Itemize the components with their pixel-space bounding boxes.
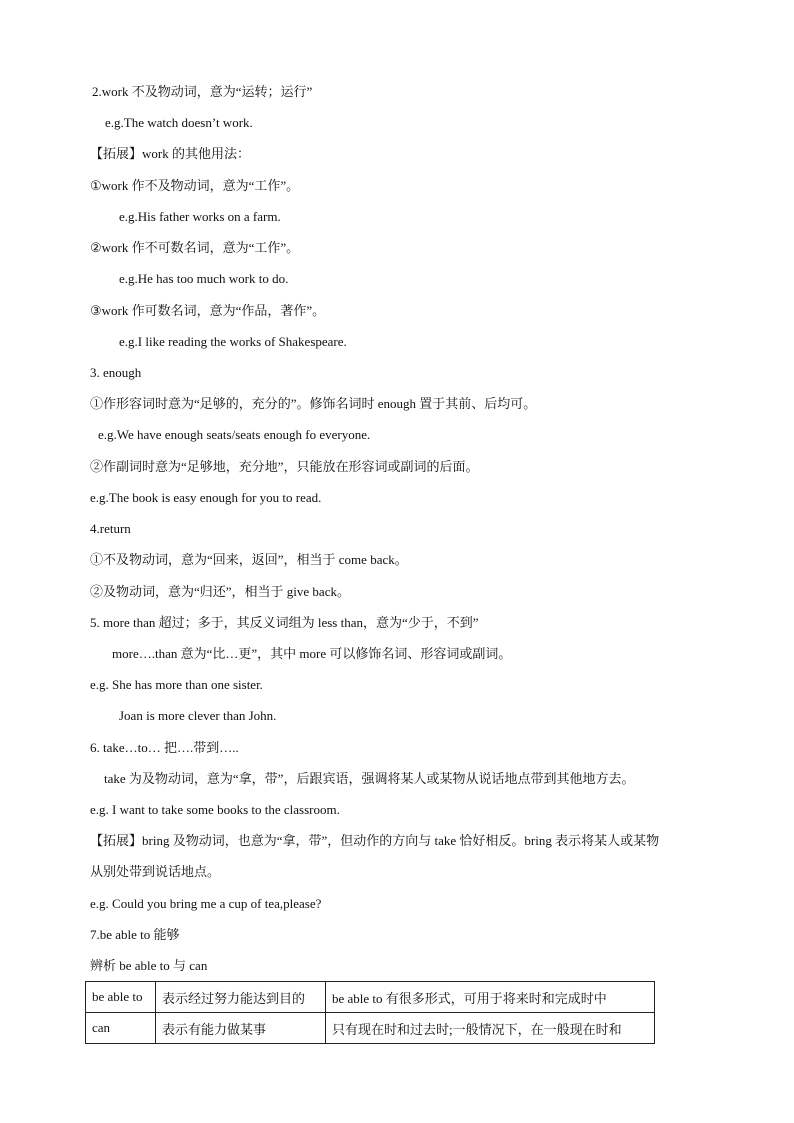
usage-item: more….than 意为“比…更”，其中 more 可以修饰名词、形容词或副词。 xyxy=(112,646,512,661)
usage-item: ①work 作不及物动词，意为“工作”。 xyxy=(90,178,300,193)
heading-enough: 3. enough xyxy=(90,365,142,380)
example-text: e.g.His father works on a farm. xyxy=(119,209,281,224)
example-text: e.g.He has too much work to do. xyxy=(119,271,289,286)
usage-item: ②作副词时意为“足够地，充分地”，只能放在形容词或副词的后面。 xyxy=(90,459,479,474)
table-cell: 表示经过努力能达到目的 xyxy=(156,982,326,1013)
usage-item: ①不及物动词，意为“回来，返回”，相当于 come back。 xyxy=(90,552,408,567)
heading-take-to: 6. take…to… 把….带到….. xyxy=(90,740,239,755)
usage-item: ③work 作可数名词，意为“作品，著作”。 xyxy=(90,303,326,318)
comparison-heading: 辨析 be able to 与 can xyxy=(90,958,208,973)
table-row xyxy=(86,1013,655,1044)
table-cell: 表示有能力做某事 xyxy=(156,1013,326,1044)
usage-item: ②work 作不可数名词，意为“工作”。 xyxy=(90,240,300,255)
example-text: e.g.The book is easy enough for you to read. xyxy=(90,490,322,505)
extension-bring-cont: 从别处带到说话地点。 xyxy=(90,864,221,879)
heading-return: 4.return xyxy=(90,521,131,536)
example-text: e.g. I want to take some books to the classroom. xyxy=(90,802,340,817)
heading-more-than: 5. more than 超过；多于，其反义词组为 less than，意为“少于，不到” xyxy=(90,615,479,630)
usage-item: ②及物动词，意为“归还”，相当于 give back。 xyxy=(90,584,350,599)
table-cell: be able to 有很多形式，可用于将来时和完成时中 xyxy=(326,982,655,1013)
example-text: e.g. She has more than one sister. xyxy=(90,677,263,692)
table-cell: can xyxy=(86,1013,156,1044)
extension-bring: 【拓展】bring 及物动词，也意为“拿，带”，但动作的方向与 take 恰好相反。bring 表示将某人或某物 xyxy=(90,833,660,848)
table-cell: be able to xyxy=(86,982,156,1013)
heading-work: 2.work 不及物动词，意为“运转；运行” xyxy=(92,84,313,99)
usage-item: take 为及物动词，意为“拿，带”，后跟宾语，强调将某人或某物从说话地点带到其他地方去。 xyxy=(104,771,635,786)
table-row xyxy=(86,982,655,1013)
example-text: e.g. Could you bring me a cup of tea,please? xyxy=(90,896,322,911)
example-text: e.g.I like reading the works of Shakespeare. xyxy=(119,334,347,349)
table-cell: 只有现在时和过去时;一般情况下，在一般现在时和 xyxy=(326,1013,655,1044)
extension-heading: 【拓展】work 的其他用法： xyxy=(90,146,250,161)
usage-item: ①作形容词时意为“足够的，充分的”。修饰名词时 enough 置于其前、后均可。 xyxy=(90,396,537,411)
example-text: e.g.The watch doesn’t work. xyxy=(105,115,253,130)
example-text: e.g.We have enough seats/seats enough fo everyone. xyxy=(98,427,371,442)
comparison-table xyxy=(85,981,655,1044)
heading-be-able-to: 7.be able to 能够 xyxy=(90,927,180,942)
example-text: Joan is more clever than John. xyxy=(119,708,277,723)
